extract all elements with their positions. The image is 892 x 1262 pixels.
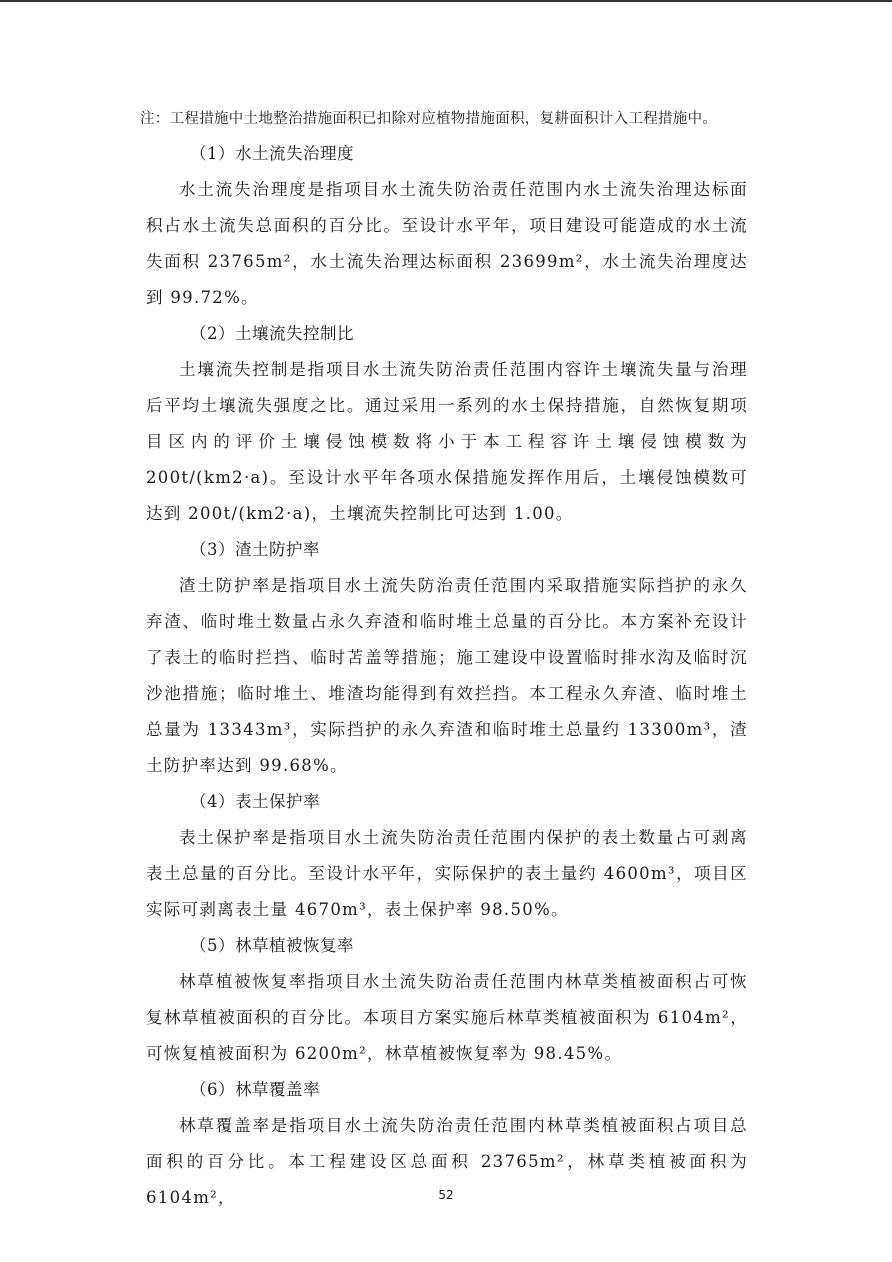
section-heading-4: （4）表土保护率 [190,792,320,811]
section-paragraph-1: 水土流失治理度是指项目水土流失防治责任范围内水土流失治理达标面积占水土流失总面积的百分比。至设计水平年，项目建设可能造成的水土流失面积 23765m²，水土流失治理达标面积 23699m²，水土流失治理度达到 99.72%。 [146,180,748,307]
section-paragraph-2: 土壤流失控制是指项目水土流失防治责任范围内容许土壤流失量与治理后平均土壤流失强度之比。通过采用一系列的水土保持措施，自然恢复期项目区内的评价土壤侵蚀模数将小于本工程容许土壤侵蚀模数为 200t/(km2·a)。至设计水平年各项水保措施发挥作用后，土壤侵蚀模数可达到 200t/(km2·a)，土壤流失控制比可达到 1.00。 [146,360,748,523]
section-heading-5: （5）林草植被恢复率 [190,936,354,955]
page-number: 52 [438,1188,454,1202]
section-heading-1: （1）水土流失治理度 [190,144,354,163]
section-paragraph-5: 林草植被恢复率指项目水土流失防治责任范围内林草类植被面积占可恢复林草植被面积的百分比。本项目方案实施后林草类植被面积为 6104m²，可恢复植被面积为 6200m²，林草植被恢复率为 98.45%。 [146,972,748,1063]
section-heading-6: （6）林草覆盖率 [190,1080,320,1099]
section-heading-2: （2）土壤流失控制比 [190,324,354,343]
top-border-line [0,0,892,2]
document-body [146,136,748,1216]
section-paragraph-6: 林草覆盖率是指项目水土流失防治责任范围内林草类植被面积占项目总面积的百分比。本工程建设区总面积 23765m²，林草类植被面积为 6104m²， [146,1116,748,1207]
table-footnote: 注：工程措施中土地整治措施面积已扣除对应植物措施面积，复耕面积计入工程措施中。 [140,111,718,127]
section-heading-3: （3）渣土防护率 [190,540,320,559]
section-paragraph-4: 表土保护率是指项目水土流失防治责任范围内保护的表土数量占可剥离表土总量的百分比。至设计水平年，实际保护的表土量约 4600m³，项目区实际可剥离表土量 4670m³，表土保护率 98.50%。 [146,828,748,919]
section-paragraph-3: 渣土防护率是指项目水土流失防治责任范围内采取措施实际挡护的永久弃渣、临时堆土数量占永久弃渣和临时堆土总量的百分比。本方案补充设计了表土的临时拦挡、临时苫盖等措施；施工建设中设置临时排水沟及临时沉沙池措施；临时堆土、堆渣均能得到有效拦挡。本工程永久弃渣、临时堆土总量为 13343m³，实际挡护的永久弃渣和临时堆土总量约 13300m³，渣土防护率达到 99.68%。 [146,576,748,775]
